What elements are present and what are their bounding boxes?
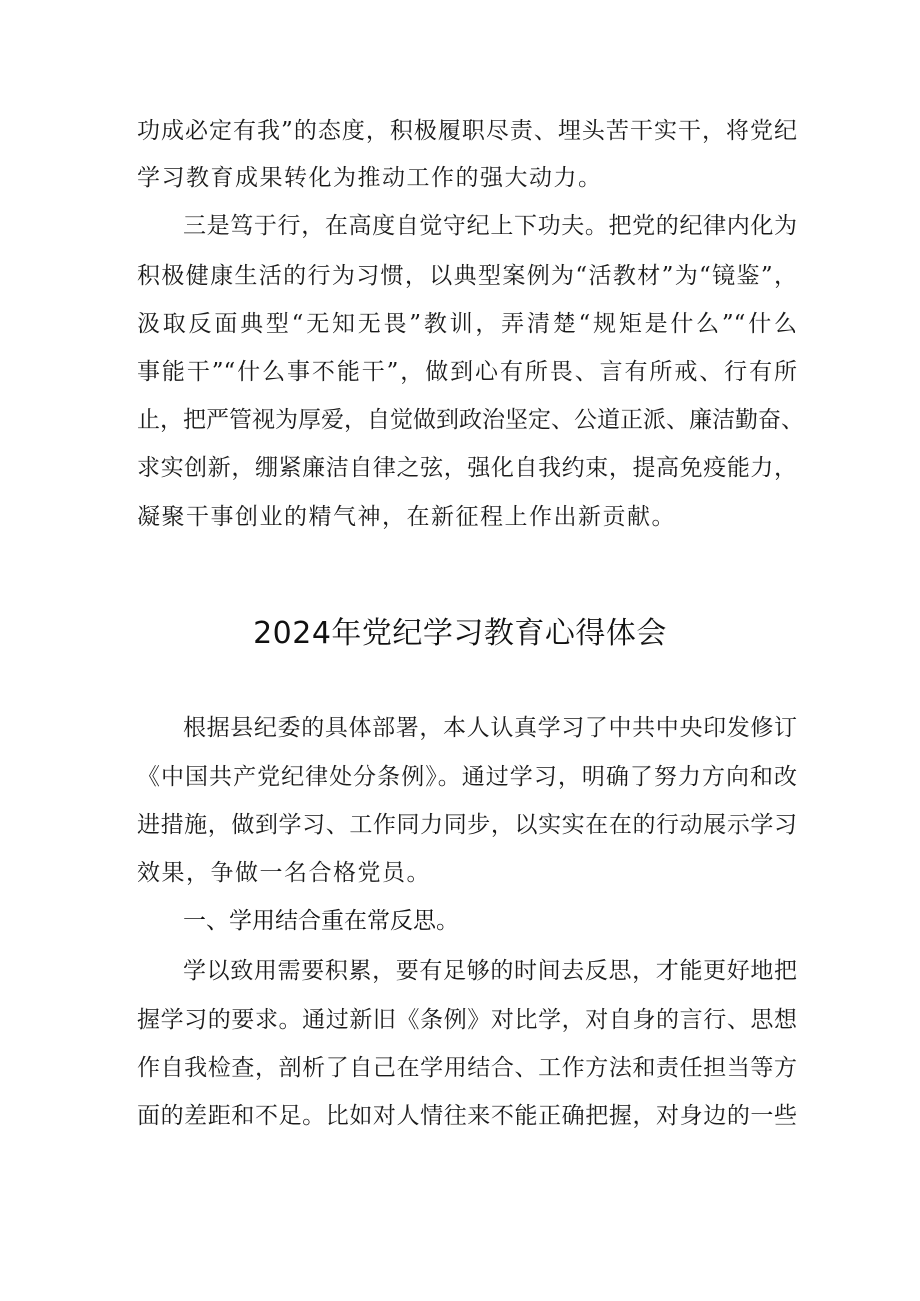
text-line: 效果，争做一名合格党员。	[137, 860, 431, 886]
text-line: 学以致用需要积累，要有足够的时间去反思，才能更好地把	[183, 958, 797, 984]
text-line: 凝聚干事创业的精气神，在新征程上作出新贡献。	[137, 504, 676, 530]
text-line: 事能干”“什么事不能干”，做到心有所畏、言有所戒、行有所	[137, 359, 797, 385]
text-line: 汲取反面典型“无知无畏”教训，弄清楚“规矩是什么”“什么	[137, 311, 797, 337]
text-line: 《中国共产党纪律处分条例》。通过学习，明确了努力方向和改	[137, 764, 797, 790]
text-line: 根据县纪委的具体部署，本人认真学习了中共中央印发修订	[183, 715, 797, 741]
text-line: 三是笃于行，在高度自觉守纪上下功夫。把党的纪律内化为	[183, 213, 797, 239]
page-title: 2024年党纪学习教育心得体会	[253, 616, 667, 651]
section-heading: 一、学用结合重在常反思。	[183, 908, 459, 934]
text-line: 面的差距和不足。比如对人情往来不能正确把握，对身边的一些	[137, 1103, 797, 1129]
text-line: 功成必定有我”的态度，积极履职尽责、埋头苦干实干，将党纪	[137, 118, 797, 144]
text-line: 作自我检查，剖析了自己在学用结合、工作方法和责任担当等方	[137, 1055, 797, 1081]
text-line: 进措施，做到学习、工作同力同步，以实实在在的行动展示学习	[137, 812, 797, 838]
text-line: 学习教育成果转化为推动工作的强大动力。	[137, 165, 603, 191]
text-line: 止，把严管视为厚爱，自觉做到政治坚定、公道正派、廉洁勤奋、	[137, 407, 804, 433]
text-line: 积极健康生活的行为习惯，以典型案例为“活教材”为“镜鉴”，	[137, 263, 797, 289]
text-line: 求实创新，绷紧廉洁自律之弦，强化自我约束，提高免疫能力，	[137, 455, 797, 481]
text-line: 握学习的要求。通过新旧《条例》对比学，对自身的言行、思想	[137, 1007, 797, 1033]
